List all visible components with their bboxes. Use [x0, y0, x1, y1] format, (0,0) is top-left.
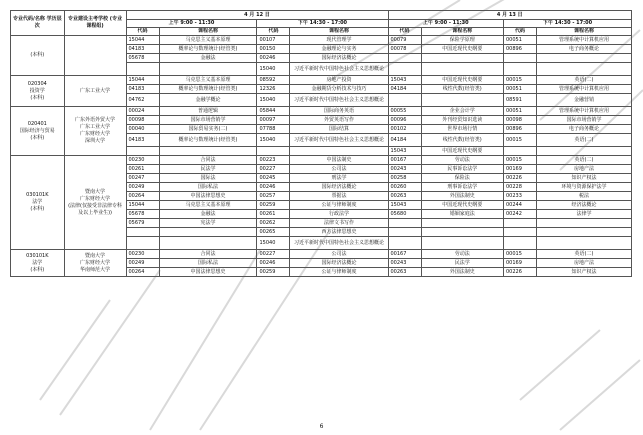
school-cell: [64, 156, 126, 250]
header-course: 课程名称: [290, 28, 388, 36]
course-code: 00098: [126, 116, 159, 125]
course-code: [388, 54, 421, 63]
course-code: 00230: [126, 156, 159, 165]
course-name: 管理系统中计算机应用: [537, 85, 632, 94]
course-code: 00079: [388, 36, 421, 45]
major-line: (本科): [30, 134, 45, 141]
table-row: [11, 156, 632, 165]
course-name: 西方法律思想史: [290, 228, 388, 237]
course-name: 习近平新时代中国特色社会主义思想概论: [290, 134, 388, 147]
course-name: 金融营销: [537, 94, 632, 107]
course-name: 金融期货分析技术与技巧: [290, 85, 388, 94]
course-code: 00259: [257, 268, 290, 277]
major-line: 020304: [27, 80, 47, 87]
course-code: 05678: [126, 54, 159, 63]
course-code: 12326: [257, 85, 290, 94]
major-cell: [11, 36, 65, 76]
course-name: 公司法: [290, 250, 388, 259]
course-name: 金融理论与实务: [290, 45, 388, 54]
major-line: (本科): [30, 94, 45, 101]
header-code: 代码: [126, 28, 159, 36]
header-day1-pm: 下午 14:30 - 17:00: [257, 20, 388, 28]
course-name: 习近平新时代中国特色社会主义思想概论: [290, 94, 388, 107]
course-name: 英语(二): [537, 76, 632, 85]
course-name: [421, 228, 504, 237]
course-name: 电子商务概论: [537, 125, 632, 134]
header-day1-am: 上午 9:00 - 11:30: [126, 20, 257, 28]
course-name: 马克思主义基本原理: [159, 201, 257, 210]
course-name: [159, 228, 257, 237]
course-code: 00246: [257, 54, 290, 63]
course-code: [388, 219, 421, 228]
course-code: [504, 54, 537, 63]
school-line: 暨南大学: [85, 188, 106, 195]
header-code: 代码: [388, 28, 421, 36]
course-code: 00040: [126, 125, 159, 134]
course-name: 世界市场行情: [421, 125, 504, 134]
course-name: [159, 147, 257, 156]
course-name: 知识产权法: [537, 174, 632, 183]
course-name: 线性代数(经管类): [421, 134, 504, 147]
table-row: [11, 250, 632, 259]
course-name: 宪法学: [159, 219, 257, 228]
exam-schedule-table: [10, 10, 632, 277]
course-name: 公证与律师制度: [290, 201, 388, 210]
major-line: 030101K: [26, 192, 49, 198]
course-code: 00227: [257, 250, 290, 259]
course-name: 中国近现代史纲要: [421, 201, 504, 210]
course-name: 管理系统中计算机应用: [537, 36, 632, 45]
course-code: 04184: [388, 134, 421, 147]
course-code: 00896: [504, 125, 537, 134]
course-code: [388, 63, 421, 76]
course-code: 05680: [388, 210, 421, 219]
course-code: 00107: [257, 36, 290, 45]
course-name: 合同法: [159, 250, 257, 259]
course-name: 公证与律师制度: [290, 268, 388, 277]
course-name: 企业会计学: [421, 107, 504, 116]
course-name: 保险法: [421, 174, 504, 183]
major-line: 国际经济与贸易: [19, 127, 55, 134]
major-line: 法学: [32, 259, 43, 266]
course-code: [126, 147, 159, 156]
course-code: [257, 147, 290, 156]
school-cell: [64, 250, 126, 277]
course-name: [421, 63, 504, 76]
course-name: [421, 94, 504, 107]
major-line: 法学: [32, 199, 43, 205]
course-name: 婚姻家庭法: [421, 210, 504, 219]
course-code: 04183: [126, 85, 159, 94]
course-code: 00169: [504, 165, 537, 174]
course-code: 00097: [257, 116, 290, 125]
course-code: 15044: [126, 201, 159, 210]
course-name: 民法学: [421, 259, 504, 268]
course-code: 00246: [257, 183, 290, 192]
course-code: 00227: [257, 165, 290, 174]
course-code: 00078: [388, 45, 421, 54]
course-name: 中国法制史: [290, 156, 388, 165]
course-name: [537, 228, 632, 237]
course-code: 15044: [126, 36, 159, 45]
header-day1: 4 月 12 日: [126, 11, 388, 20]
school-line: 广东财经大学: [80, 259, 111, 266]
course-name: [421, 54, 504, 63]
course-code: 05844: [257, 107, 290, 116]
course-code: 00096: [388, 116, 421, 125]
school-cell: [64, 36, 126, 76]
table-row: [11, 76, 632, 85]
table-row: [11, 107, 632, 116]
course-code: 00896: [504, 45, 537, 54]
header-course: 课程名称: [421, 28, 504, 36]
header-day2-am: 上午 9:00 - 11:30: [388, 20, 504, 28]
course-name: 国际市场营销学: [537, 116, 632, 125]
course-name: 中国法律思想史: [159, 268, 257, 277]
course-code: [126, 63, 159, 76]
course-name: 房地产法: [537, 259, 632, 268]
course-code: 00262: [257, 219, 290, 228]
course-code: 00244: [504, 201, 537, 210]
course-code: [504, 237, 537, 250]
course-code: 15043: [388, 76, 421, 85]
major-cell: [11, 107, 65, 156]
major-line: (本科): [30, 52, 45, 58]
major-line: (本科): [30, 266, 45, 273]
course-name: 概率论与数理统计(经管类): [159, 45, 257, 54]
course-code: 00015: [504, 76, 537, 85]
course-code: 05678: [126, 210, 159, 219]
course-name: 英语(二): [537, 134, 632, 147]
school-cell: [64, 76, 126, 107]
major-cell: [11, 76, 65, 107]
course-code: 00051: [504, 85, 537, 94]
course-code: 00150: [257, 45, 290, 54]
header-code: 代码: [257, 28, 290, 36]
course-name: 概率论与数理统计(经管类): [159, 134, 257, 147]
course-name: 刑法学: [290, 174, 388, 183]
course-code: 00051: [504, 36, 537, 45]
course-code: 00246: [257, 259, 290, 268]
table-row: [11, 36, 632, 45]
course-code: 00263: [388, 192, 421, 201]
course-name: 税法: [537, 192, 632, 201]
course-name: [421, 237, 504, 250]
school-line: 广东财经大学: [80, 131, 111, 137]
major-line: (本科): [30, 206, 45, 212]
course-code: 00245: [257, 174, 290, 183]
header-major: 专业代码/名称 学历层次: [11, 11, 65, 36]
course-code: [388, 94, 421, 107]
course-name: 普通逻辑: [159, 107, 257, 116]
course-name: 经济法概论: [537, 201, 632, 210]
course-code: 00265: [257, 228, 290, 237]
course-code: [504, 147, 537, 156]
course-name: 环境与资源保护法学: [537, 183, 632, 192]
course-code: 00242: [504, 210, 537, 219]
course-name: 国际商务英语: [290, 107, 388, 116]
course-code: 00243: [388, 165, 421, 174]
course-name: 管理系统中计算机应用: [537, 107, 632, 116]
header-day2-pm: 下午 14:30 - 17:00: [504, 20, 632, 28]
course-code: [126, 237, 159, 250]
course-code: 00228: [504, 183, 537, 192]
course-code: 00233: [504, 192, 537, 201]
course-name: 外国法制史: [421, 268, 504, 277]
course-code: 00167: [388, 250, 421, 259]
course-name: 中国近现代史纲要: [421, 45, 504, 54]
course-code: [126, 228, 159, 237]
course-code: 00264: [126, 268, 159, 277]
course-code: 00024: [126, 107, 159, 116]
course-name: 房地产法: [537, 165, 632, 174]
school-line: 暨南大学: [85, 252, 106, 259]
course-code: 00015: [504, 156, 537, 165]
course-name: [290, 147, 388, 156]
course-code: 00223: [257, 156, 290, 165]
course-name: 行政法学: [290, 210, 388, 219]
course-code: 15043: [388, 201, 421, 210]
course-name: 国际经济法概论: [290, 183, 388, 192]
course-name: 国际贸易实务(二): [159, 125, 257, 134]
course-code: 05679: [126, 219, 159, 228]
course-name: 概率论与数理统计(经管类): [159, 85, 257, 94]
course-code: 00249: [126, 183, 159, 192]
course-code: 04183: [126, 45, 159, 54]
course-name: 线性代数(经管类): [421, 85, 504, 94]
page-number: 6: [319, 423, 324, 430]
course-code: 00261: [126, 165, 159, 174]
course-name: 法律文书写作: [290, 219, 388, 228]
course-name: [537, 147, 632, 156]
course-code: 15040: [257, 63, 290, 76]
school-line: 深圳大学: [85, 138, 106, 144]
course-code: 07788: [257, 125, 290, 134]
course-name: 国际结算: [290, 125, 388, 134]
course-name: 外贸英语写作: [290, 116, 388, 125]
course-code: 08591: [504, 94, 537, 107]
course-code: 00169: [504, 259, 537, 268]
course-code: 00261: [257, 210, 290, 219]
course-name: 金融法: [159, 54, 257, 63]
school-line: 广东工业大学: [80, 124, 111, 130]
school-line: 华南师范大学: [80, 266, 111, 273]
course-name: [159, 63, 257, 76]
course-name: [421, 219, 504, 228]
course-name: 房地产投资: [290, 76, 388, 85]
course-name: [537, 54, 632, 63]
course-code: [504, 63, 537, 76]
course-code: 00226: [504, 174, 537, 183]
course-name: 国际私法: [159, 259, 257, 268]
school-cell: [64, 107, 126, 156]
course-code: 00264: [126, 192, 159, 201]
course-name: 民法学: [159, 165, 257, 174]
course-name: 中国法律思想史: [159, 192, 257, 201]
course-name: 习近平新时代中国特色社会主义思想概论: [290, 63, 388, 76]
course-code: 00055: [388, 107, 421, 116]
course-name: 合同法: [159, 156, 257, 165]
course-name: 电子商务概论: [537, 45, 632, 54]
course-name: 国际经济法概论: [290, 259, 388, 268]
major-cell: [11, 250, 65, 277]
course-code: 04184: [388, 85, 421, 94]
course-code: 00102: [388, 125, 421, 134]
course-name: [537, 237, 632, 250]
school-line: 广东工业大学: [80, 87, 111, 94]
major-line: 投资学: [29, 87, 45, 94]
course-name: 国际法: [159, 174, 257, 183]
header-code: 代码: [504, 28, 537, 36]
course-name: 中国近现代史纲要: [421, 147, 504, 156]
course-name: 英语(二): [537, 156, 632, 165]
course-name: [537, 219, 632, 228]
course-name: 法律学: [537, 210, 632, 219]
course-code: 00226: [504, 268, 537, 277]
course-name: 国际经济法概论: [290, 54, 388, 63]
course-code: 04183: [126, 134, 159, 147]
course-code: 00249: [126, 259, 159, 268]
header-day2: 4 月 13 日: [388, 11, 632, 20]
course-name: [537, 63, 632, 76]
course-name: [159, 237, 257, 250]
course-name: 习近平新时代中国特色社会主义思想概论: [290, 237, 388, 250]
course-code: 00260: [388, 183, 421, 192]
course-name: 英语(二): [537, 250, 632, 259]
course-code: 00259: [257, 201, 290, 210]
course-code: 00247: [126, 174, 159, 183]
course-code: [388, 228, 421, 237]
course-name: 公司法: [290, 165, 388, 174]
course-name: 国际私法: [159, 183, 257, 192]
header-school: 专业建设主考学校 (专业课程组): [64, 11, 126, 36]
header-course: 课程名称: [159, 28, 257, 36]
course-code: [504, 219, 537, 228]
course-name: 马克思主义基本原理: [159, 76, 257, 85]
course-name: 劳动法: [421, 156, 504, 165]
course-code: 08592: [257, 76, 290, 85]
course-code: 15044: [126, 76, 159, 85]
course-code: 00167: [388, 156, 421, 165]
course-code: [388, 237, 421, 250]
course-name: 外国法制史: [421, 192, 504, 201]
course-code: 00257: [257, 192, 290, 201]
school-line: (法律(仅接受非法律专科及以上毕业生)): [68, 202, 123, 216]
school-line: 广东财经大学: [80, 195, 111, 202]
major-cell: [11, 156, 65, 250]
course-name: 马克思主义基本原理: [159, 36, 257, 45]
course-name: 国际市场营销学: [159, 116, 257, 125]
course-name: 保险学原理: [421, 36, 504, 45]
major-line: 030101K: [26, 252, 49, 259]
course-code: 15040: [257, 134, 290, 147]
course-code: 00098: [504, 116, 537, 125]
course-code: 15040: [257, 237, 290, 250]
course-code: 00243: [388, 259, 421, 268]
course-code: 15040: [257, 94, 290, 107]
course-name: 金融法: [159, 210, 257, 219]
course-name: 劳动法: [421, 250, 504, 259]
school-line: 广东外语外贸大学: [75, 117, 116, 123]
header-course: 课程名称: [537, 28, 632, 36]
course-code: 00051: [504, 107, 537, 116]
course-code: [504, 228, 537, 237]
course-code: 00230: [126, 250, 159, 259]
course-name: 刑事诉讼法学: [421, 183, 504, 192]
course-code: 04762: [126, 94, 159, 107]
course-name: 现代管理学: [290, 36, 388, 45]
course-code: 00263: [388, 268, 421, 277]
course-code: 00258: [388, 174, 421, 183]
course-name: 票据法: [290, 192, 388, 201]
course-code: 15043: [388, 147, 421, 156]
course-code: 00015: [504, 134, 537, 147]
course-name: 民事诉讼法学: [421, 165, 504, 174]
course-name: 金融学概论: [159, 94, 257, 107]
course-name: 外刊经贸知识选读: [421, 116, 504, 125]
course-name: 中国近现代史纲要: [421, 76, 504, 85]
course-code: 00015: [504, 250, 537, 259]
major-line: 020401: [27, 120, 47, 127]
course-name: 知识产权法: [537, 268, 632, 277]
